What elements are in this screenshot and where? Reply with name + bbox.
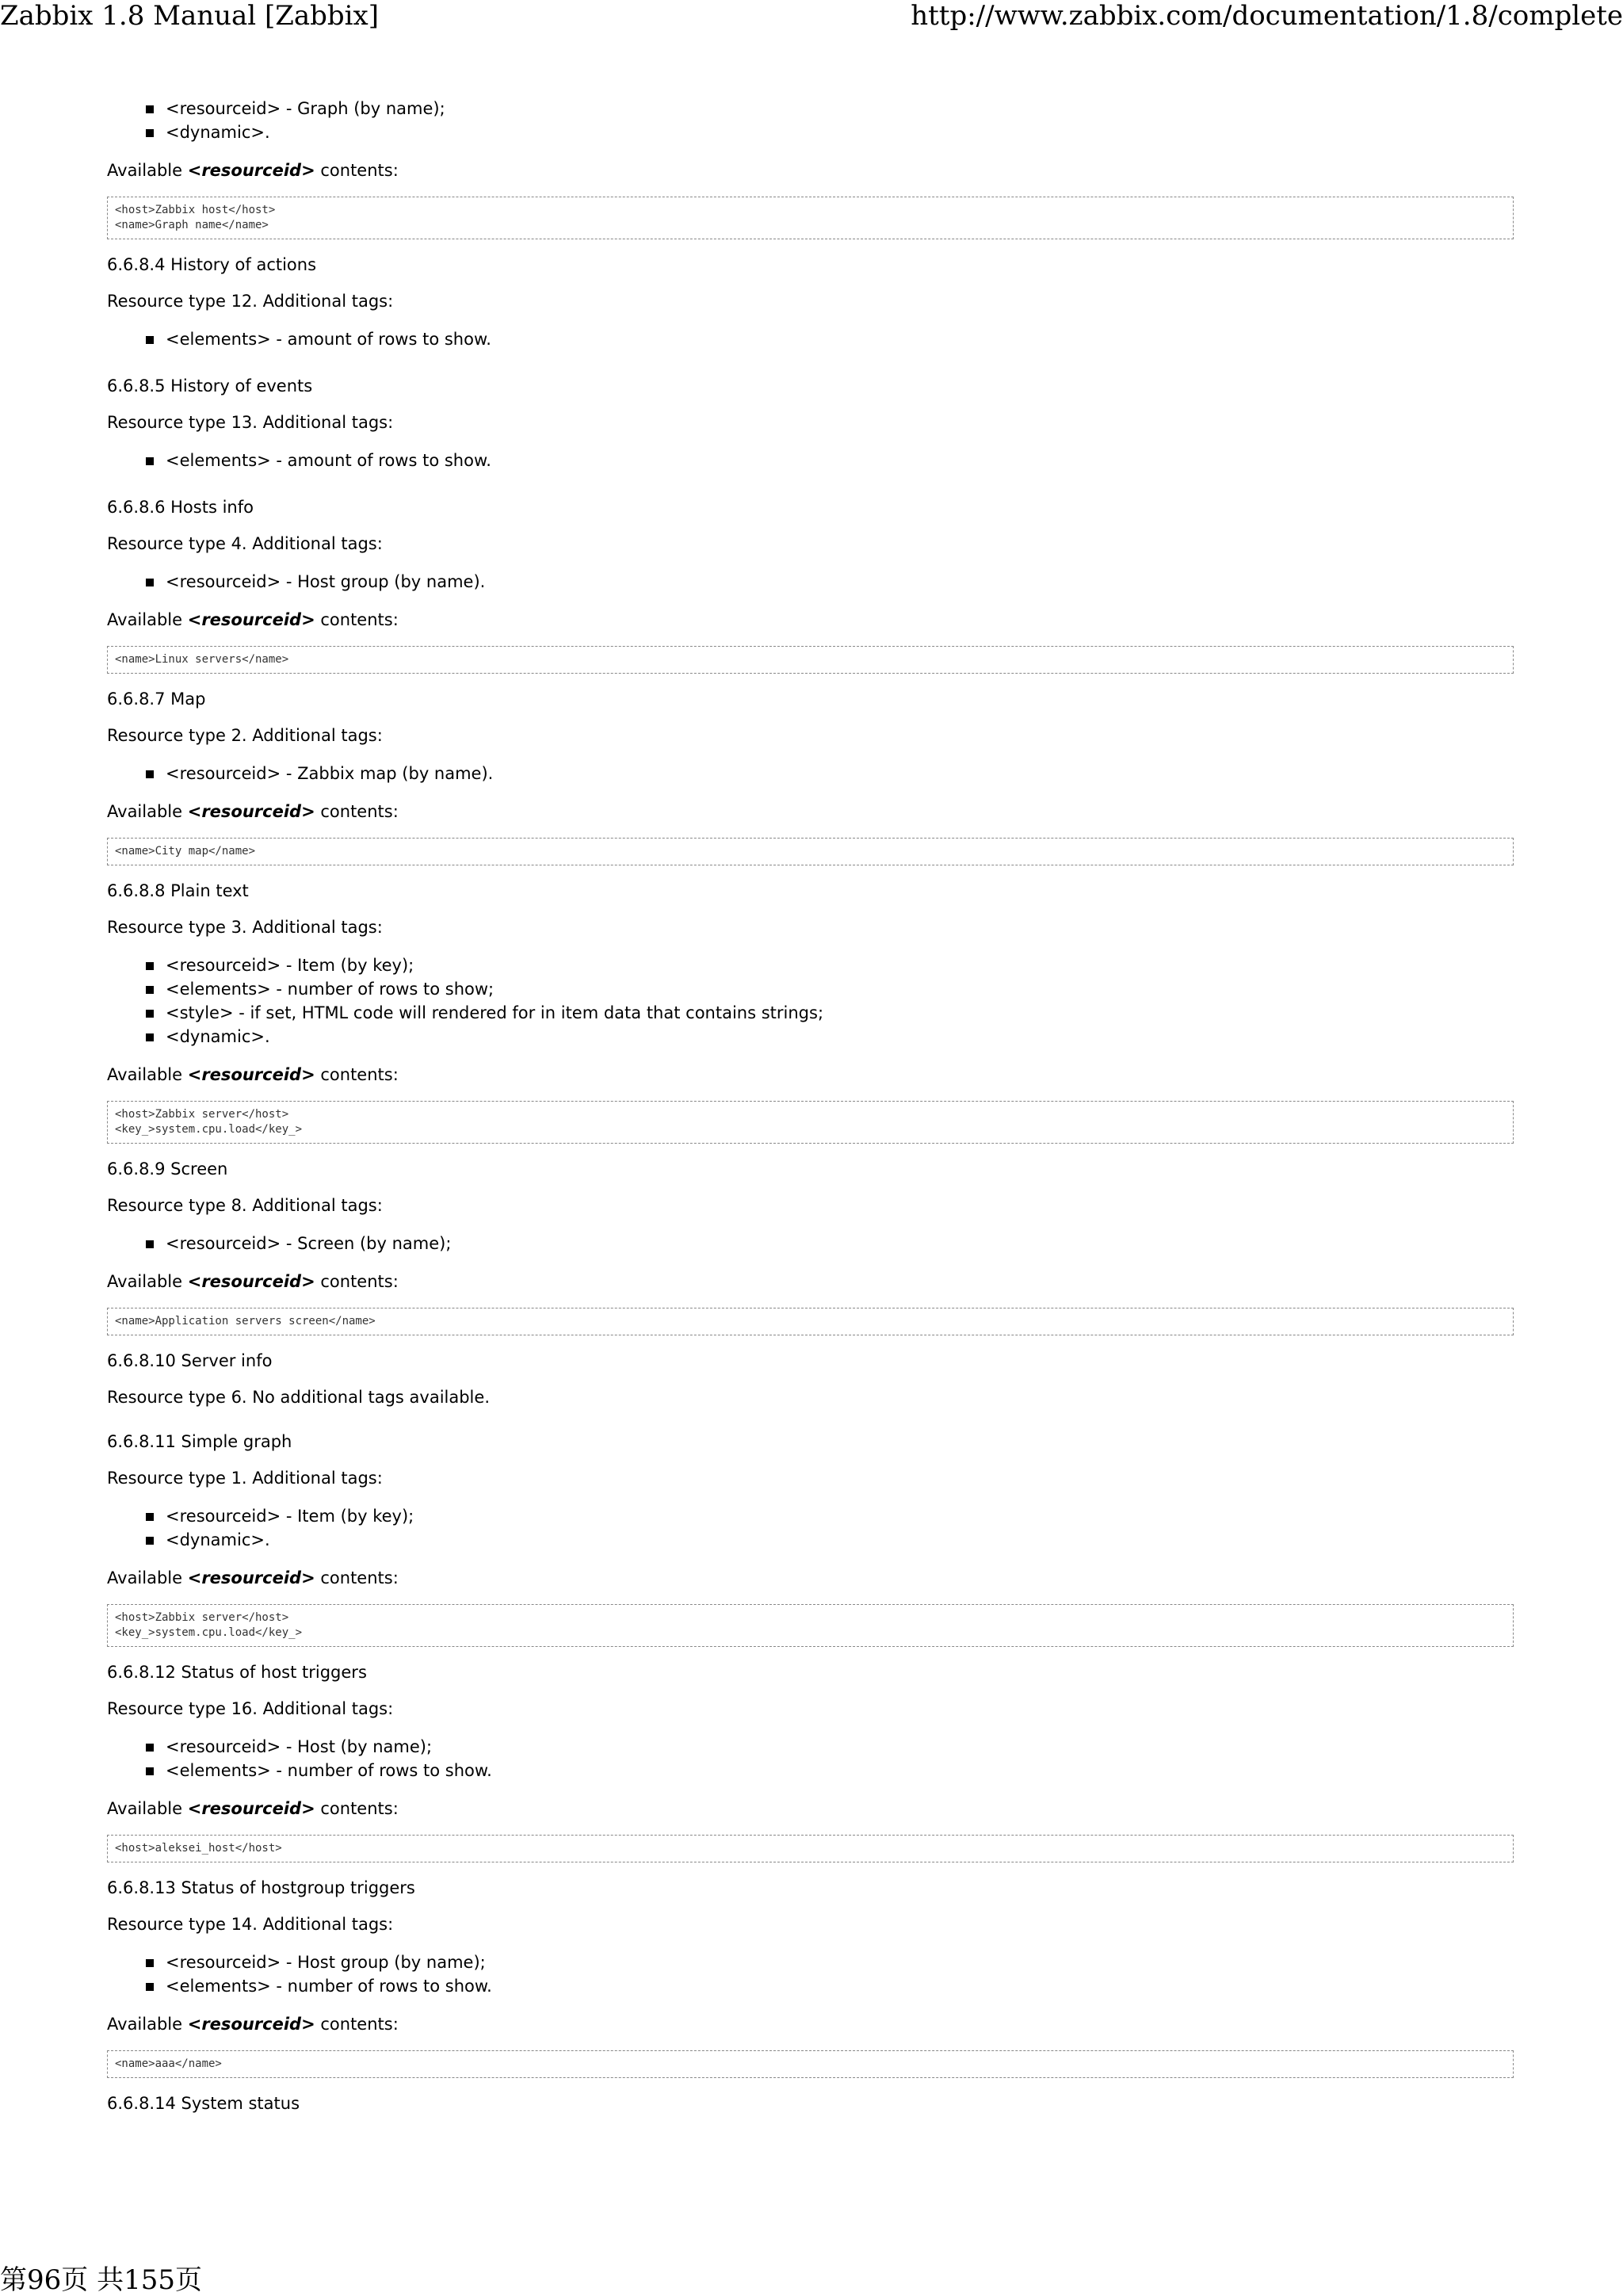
available-contents-label: Available <resourceid> contents:: [107, 161, 399, 180]
tag-list: [107, 449, 1514, 472]
section-heading: 6.6.8.8 Plain text: [107, 881, 249, 900]
code-block: <name>aaa</name>: [107, 2050, 1514, 2078]
list-item: <resourceid> - Graph (by name);: [166, 97, 1514, 120]
tag-list: [107, 953, 1514, 1049]
list-item: <elements> - amount of rows to show.: [166, 327, 1514, 351]
page-header-url: http://www.zabbix.com/documentation/1.8/complete: [911, 0, 1623, 32]
graph-tag-list: [107, 97, 1514, 144]
list-item: <elements> - number of rows to show;: [166, 977, 1514, 1001]
list-item: <resourceid> - Host (by name);: [166, 1735, 1514, 1759]
list-item: <resourceid> - Item (by key);: [166, 1504, 1514, 1528]
section-intro: Resource type 14. Additional tags:: [107, 1915, 394, 1934]
code-block: <host>Zabbix server</host> <key_>system.cpu.load</key_>: [107, 1604, 1514, 1647]
section-heading: 6.6.8.6 Hosts info: [107, 498, 254, 517]
list-item: <resourceid> - Host group (by name);: [166, 1950, 1514, 1974]
available-contents-label: Available <resourceid> contents:: [107, 1799, 399, 1818]
manual-content: [107, 97, 1514, 2115]
section-heading: 6.6.8.14 System status: [107, 2094, 300, 2113]
code-block: <host>Zabbix host</host> <name>Graph name</name>: [107, 197, 1514, 239]
available-contents-label: Available <resourceid> contents:: [107, 1568, 399, 1587]
section-intro: Resource type 8. Additional tags:: [107, 1196, 383, 1215]
section-intro: Resource type 6. No additional tags available.: [107, 1388, 490, 1407]
code-block: <name>Application servers screen</name>: [107, 1308, 1514, 1335]
available-contents-label: Available <resourceid> contents:: [107, 1065, 399, 1084]
list-item: <dynamic>.: [166, 1528, 1514, 1552]
section-intro: Resource type 1. Additional tags:: [107, 1469, 383, 1488]
page-footer: 第96页 共155页: [0, 2264, 202, 2296]
section-heading: 6.6.8.5 History of events: [107, 376, 313, 395]
section-intro: Resource type 3. Additional tags:: [107, 918, 383, 937]
code-block: <name>City map</name>: [107, 838, 1514, 865]
section-heading: 6.6.8.12 Status of host triggers: [107, 1663, 367, 1682]
list-item: <elements> - number of rows to show.: [166, 1759, 1514, 1782]
available-contents-label: Available <resourceid> contents:: [107, 610, 399, 629]
tag-list: [107, 1950, 1514, 1998]
tag-list: [107, 762, 1514, 785]
code-block: <name>Linux servers</name>: [107, 646, 1514, 674]
list-item: <dynamic>.: [166, 1025, 1514, 1049]
page-header-title: Zabbix 1.8 Manual [Zabbix]: [0, 0, 379, 32]
list-item: <resourceid> - Screen (by name);: [166, 1232, 1514, 1255]
section-intro: Resource type 16. Additional tags:: [107, 1699, 394, 1718]
tag-list: [107, 1232, 1514, 1255]
list-item: <dynamic>.: [166, 120, 1514, 144]
available-contents-label: Available <resourceid> contents:: [107, 1272, 399, 1291]
section-intro: Resource type 12. Additional tags:: [107, 292, 394, 311]
list-item: <elements> - number of rows to show.: [166, 1974, 1514, 1998]
tag-list: [107, 570, 1514, 594]
list-item: <resourceid> - Item (by key);: [166, 953, 1514, 977]
list-item: <elements> - amount of rows to show.: [166, 449, 1514, 472]
available-contents-label: Available <resourceid> contents:: [107, 802, 399, 821]
list-item: <style> - if set, HTML code will rendered for in item data that contains strings;: [166, 1001, 1514, 1025]
code-block: <host>aleksei_host</host>: [107, 1835, 1514, 1862]
list-item: <resourceid> - Host group (by name).: [166, 570, 1514, 594]
section-heading: 6.6.8.9 Screen: [107, 1159, 228, 1179]
section-heading: 6.6.8.11 Simple graph: [107, 1432, 292, 1451]
list-item: <resourceid> - Zabbix map (by name).: [166, 762, 1514, 785]
tag-list: [107, 1504, 1514, 1552]
section-intro: Resource type 4. Additional tags:: [107, 534, 383, 553]
section-heading: 6.6.8.13 Status of hostgroup triggers: [107, 1878, 415, 1897]
section-intro: Resource type 13. Additional tags:: [107, 413, 394, 432]
tag-list: [107, 1735, 1514, 1782]
available-contents-label: Available <resourceid> contents:: [107, 2015, 399, 2034]
section-heading: 6.6.8.4 History of actions: [107, 255, 317, 274]
section-heading: 6.6.8.10 Server info: [107, 1351, 273, 1370]
section-intro: Resource type 2. Additional tags:: [107, 726, 383, 745]
tag-list: [107, 327, 1514, 351]
section-heading: 6.6.8.7 Map: [107, 690, 206, 709]
code-block: <host>Zabbix server</host> <key_>system.cpu.load</key_>: [107, 1101, 1514, 1144]
